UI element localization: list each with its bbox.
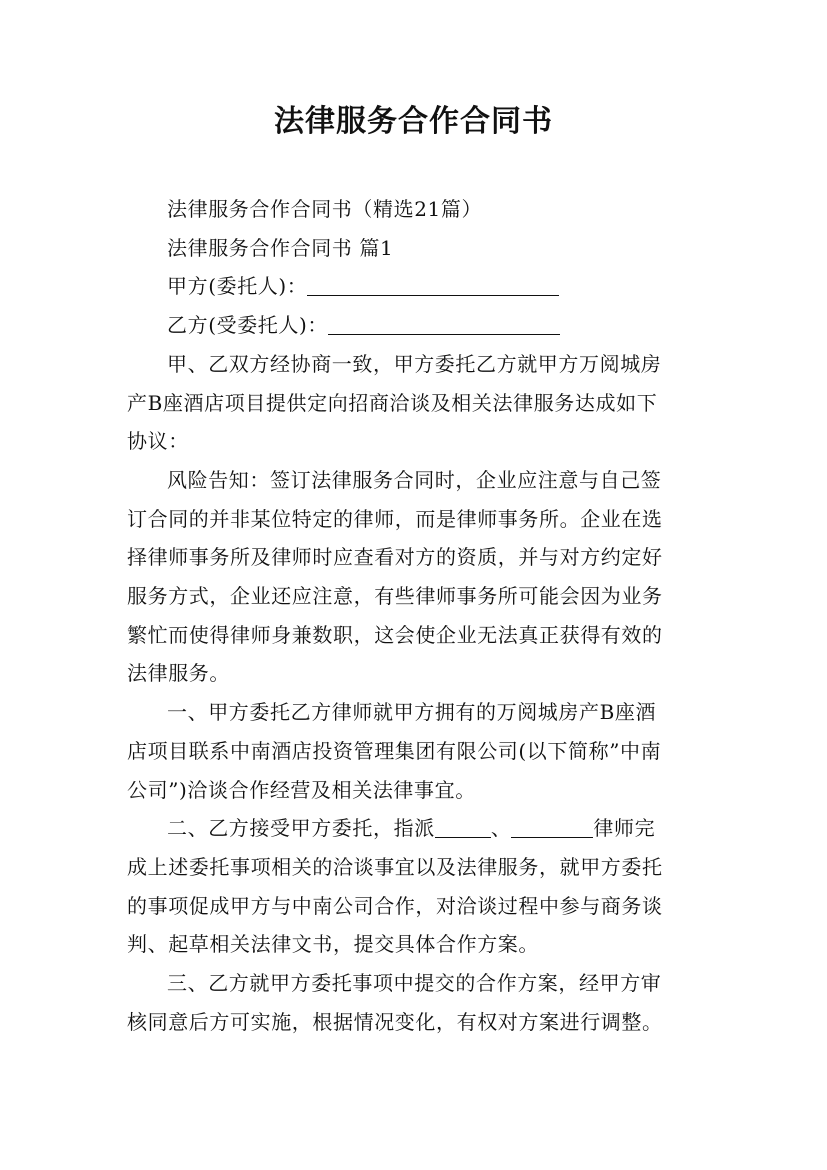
paragraph-line xyxy=(127,809,705,848)
section-heading-text: 法律服务合作合同书 篇1 xyxy=(167,235,394,260)
party-a-line xyxy=(127,267,705,306)
paragraph-clause-3 xyxy=(127,964,705,1041)
party-b-line xyxy=(127,306,705,345)
paragraph-line: 三、乙方就甲方委托事项中提交的合作方案，经甲方审 xyxy=(167,971,662,996)
document-title: 法律服务合作合同书 xyxy=(274,104,553,139)
lawyer-name-blank-1 xyxy=(435,815,491,838)
paragraph-line: 法律服务。 xyxy=(127,661,230,686)
paragraph-line: 成上述委托事项相关的洽谈事宜以及法律服务，就甲方委托 xyxy=(127,854,663,879)
subtitle-text: 法律服务合作合同书（精选21篇） xyxy=(167,197,483,221)
paragraph-line: 甲、乙双方经协商一致，甲方委托乙方就甲方万阅城房 xyxy=(167,351,662,376)
paragraph-line: 店项目联系中南酒店投资管理集团有限公司(以下简称”中南 xyxy=(127,738,662,763)
paragraph-line: 风险告知：签订法律服务合同时，企业应注意与自己签 xyxy=(167,467,662,492)
paragraph-risk-notice xyxy=(127,461,705,693)
paragraph-line: 产B座酒店项目提供定向招商洽谈及相关法律服务达成如下 xyxy=(127,390,658,415)
paragraph-line: 的事项促成甲方与中南公司合作，对洽谈过程中参与商务谈 xyxy=(127,893,663,918)
party-b-label: 乙方(受委托人)： xyxy=(167,313,329,338)
paragraph-line: 判、起草相关法律文书，提交具体合作方案。 xyxy=(127,932,539,957)
paragraph-line: 核同意后方可实施，根据情况变化，有权对方案进行调整。 xyxy=(127,1009,663,1034)
party-a-label: 甲方(委托人)： xyxy=(167,274,308,299)
clause-2-suffix: 律师完 xyxy=(593,816,656,841)
paragraph-line: 协议： xyxy=(127,429,189,454)
document-subtitle xyxy=(127,190,705,229)
paragraph-line: 订合同的并非某位特定的律师，而是律师事务所。企业在选 xyxy=(127,506,663,531)
paragraph-line: 服务方式，企业还应注意，有些律师事务所可能会因为业务 xyxy=(127,584,663,609)
paragraph-line: 繁忙而使得律师身兼数职，这会使企业无法真正获得有效的 xyxy=(127,622,663,647)
paragraph-clause-1 xyxy=(127,693,705,809)
party-a-blank xyxy=(307,273,559,296)
paragraph-intro xyxy=(127,345,705,461)
section-heading xyxy=(127,229,705,268)
paragraph-clause-2 xyxy=(127,809,705,964)
paragraph-line: 公司”)洽谈合作经营及相关法律事宜。 xyxy=(127,777,476,802)
clause-2-prefix: 二、乙方接受甲方委托，指派 xyxy=(167,816,435,841)
paragraph-line: 择律师事务所及律师时应查看对方的资质，并与对方约定好 xyxy=(127,545,663,570)
clause-2-separator: 、 xyxy=(490,816,512,841)
paragraph-line: 一、甲方委托乙方律师就甲方拥有的万阅城房产B座酒 xyxy=(167,700,657,725)
lawyer-name-blank-2 xyxy=(511,815,593,838)
party-b-blank xyxy=(328,312,560,335)
document-body xyxy=(127,190,705,1041)
